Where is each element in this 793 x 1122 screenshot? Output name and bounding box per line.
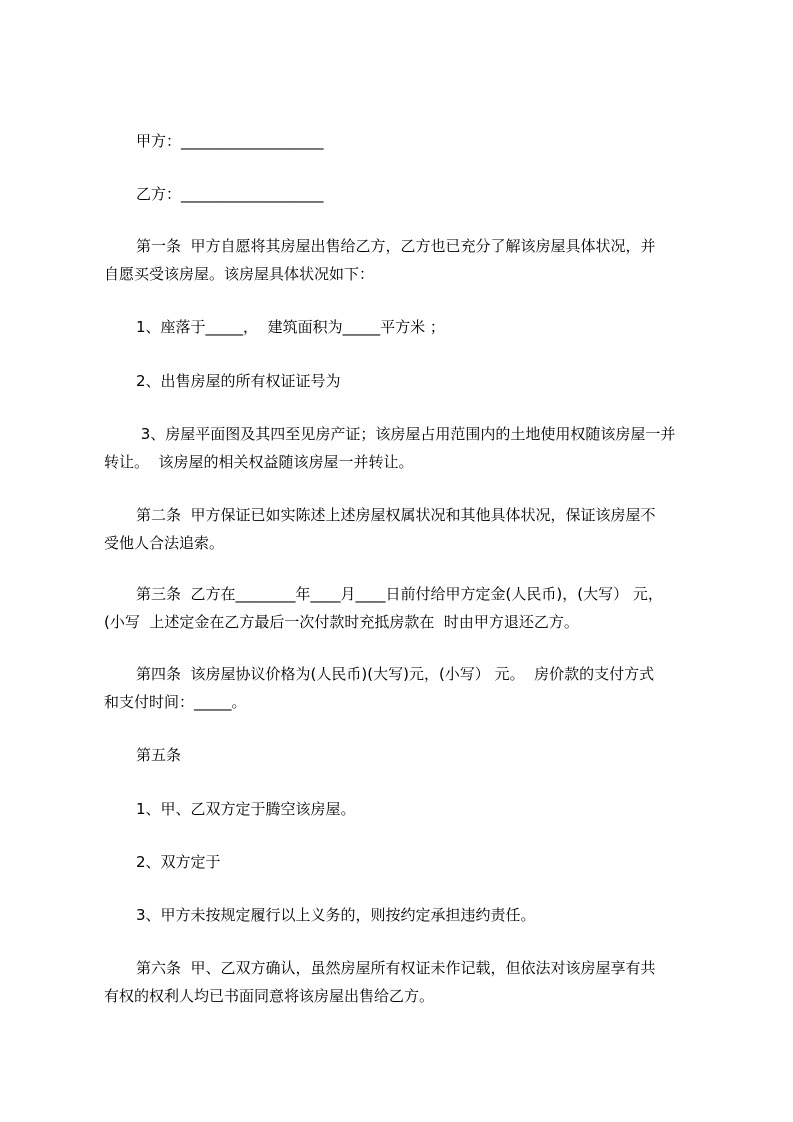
article-1-item-1: 1、座落于_____， 建筑面积为_____平方米 ； (136, 318, 445, 336)
article-6-line-1: 第六条 甲、乙双方确认，虽然房屋所有权证未作记载，但依法对该房屋享有共 (136, 959, 656, 977)
article-5-item-2: 2、双方定于 (136, 853, 221, 871)
party-b-line: 乙方：___________________ (136, 185, 324, 203)
article-1-item-2: 2、出售房屋的所有权证证号为 (136, 372, 341, 390)
article-2-line-2: 受他人合法追索。 (104, 534, 225, 552)
article-3-line-1: 第三条 乙方在________年____月____日前付给甲方定金(人民币)，(大写） 元， (136, 585, 663, 603)
article-1-line-1: 第一条 甲方自愿将其房屋出售给乙方，乙方也已充分了解该房屋具体状况，并 (136, 237, 656, 255)
article-4-line-2: 和支付时间：_____。 (104, 693, 247, 711)
article-5-heading: 第五条 (136, 746, 182, 764)
party-a-line: 甲方：___________________ (136, 132, 324, 150)
article-6-line-2: 有权的权利人均已书面同意将该房屋出售给乙方。 (104, 987, 435, 1005)
article-1-line-2: 自愿买受该房屋。该房屋具体状况如下： (104, 265, 375, 283)
article-5-item-3: 3、甲方未按规定履行以上义务的，则按约定承担违约责任。 (136, 906, 536, 924)
article-4-line-1: 第四条 该房屋协议价格为(人民币)(大写)元，(小写） 元。 房价款的支付方式 (136, 665, 655, 683)
article-3-line-2: (小写 上述定金在乙方最后一次付款时充抵房款在 时由甲方退还乙方。 (104, 613, 579, 631)
article-1-item-3-line-1: 3、房屋平面图及其四至见房产证；该房屋占用范围内的土地使用权随该房屋一并 (136, 425, 676, 443)
article-2-line-1: 第二条 甲方保证已如实陈述上述房屋权属状况和其他具体状况，保证该房屋不 (136, 506, 656, 524)
article-5-item-1: 1、甲、乙双方定于腾空该房屋。 (136, 800, 356, 818)
article-1-item-3-line-2: 转让。 该房屋的相关权益随该房屋一并转让。 (104, 453, 414, 471)
